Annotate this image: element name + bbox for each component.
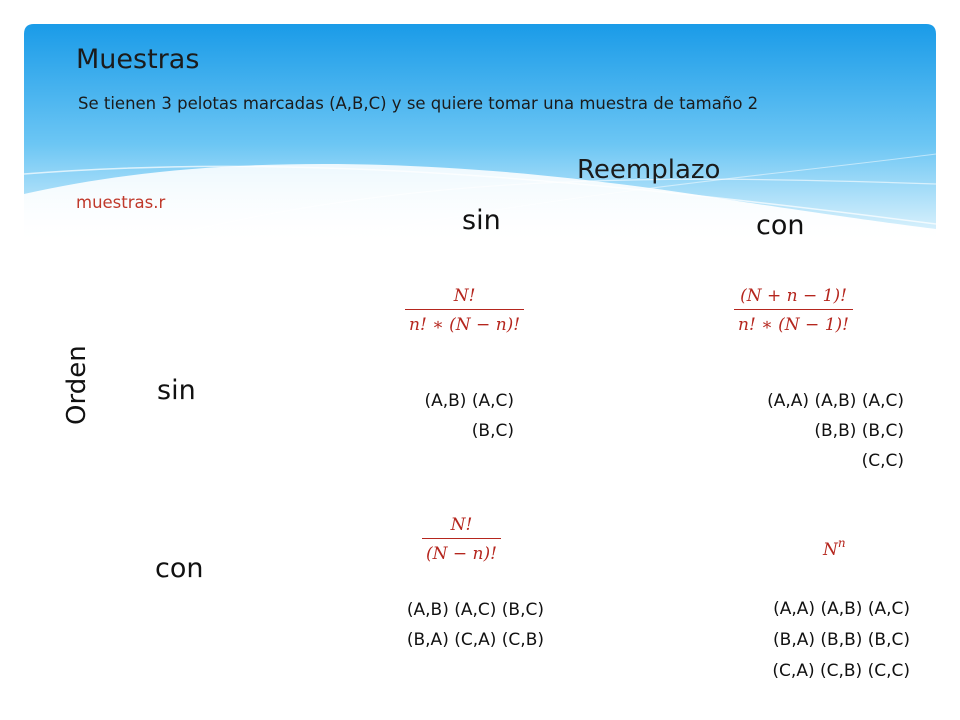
sample-line: (B,A) (C,A) (C,B) <box>406 630 544 650</box>
formula-combinations <box>405 286 524 335</box>
sample-line: (C,C) <box>861 451 904 471</box>
sample-line: (A,A) (A,B) (A,C) <box>767 391 904 411</box>
script-link[interactable]: muestras.r <box>76 193 166 212</box>
formula-denominator: n! ∗ (N − n)! <box>409 315 521 335</box>
orden-label: Orden <box>62 345 92 425</box>
sample-list-con-con <box>772 594 910 687</box>
sample-list-sin-con <box>767 386 904 476</box>
sample-list-con-sin <box>407 595 544 655</box>
row-header-sin: sin <box>157 375 196 406</box>
slide-subtitle: Se tienen 3 pelotas marcadas (A,B,C) y se quiere tomar una muestra de tamaño 2 <box>78 94 759 113</box>
formula-permutations <box>422 515 501 564</box>
sample-list-sin-sin <box>424 386 514 446</box>
sample-line: (B,B) (B,C) <box>814 421 904 441</box>
formula-denominator: (N − n)! <box>426 544 497 564</box>
sample-line: (A,B) (A,C) (B,C) <box>406 600 544 620</box>
sample-line: (A,A) (A,B) (A,C) <box>773 599 910 619</box>
slide-title: Muestras <box>76 44 200 75</box>
column-header-con: con <box>756 210 805 241</box>
row-header-con: con <box>155 553 204 584</box>
formula-base: N <box>823 540 838 560</box>
sample-line: (A,B) (A,C) <box>424 391 514 411</box>
formula-numerator: N! <box>453 286 476 306</box>
sample-line: (B,C) <box>471 421 514 441</box>
sample-line: (C,A) (C,B) (C,C) <box>772 661 910 681</box>
column-header-sin: sin <box>462 205 501 236</box>
formula-exponent: n <box>837 536 846 550</box>
formula-denominator: n! ∗ (N − 1)! <box>738 315 849 335</box>
formula-power <box>823 536 846 560</box>
formula-combinations-with-repetition <box>734 286 853 335</box>
formula-numerator: (N + n − 1)! <box>740 286 847 306</box>
sample-line: (B,A) (B,B) (B,C) <box>773 630 910 650</box>
reemplazo-header: Reemplazo <box>577 155 721 185</box>
formula-numerator: N! <box>450 515 473 535</box>
